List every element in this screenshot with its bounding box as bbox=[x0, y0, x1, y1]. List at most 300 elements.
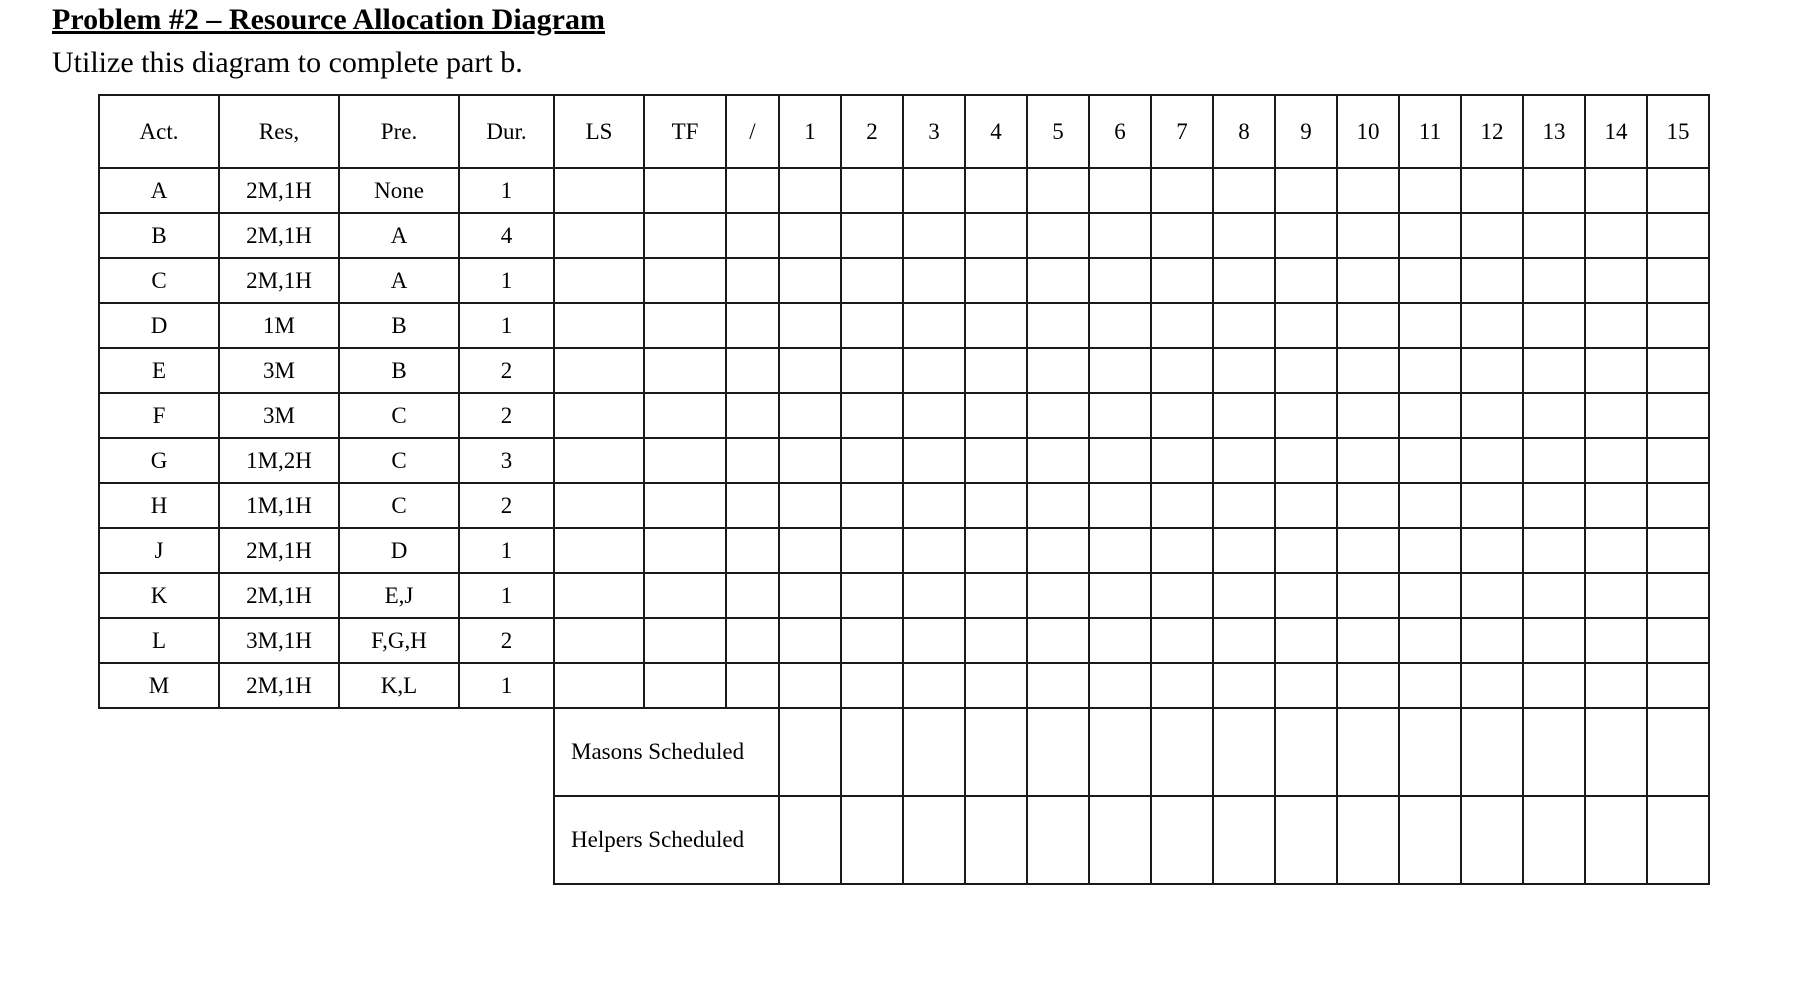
cell-slash[interactable] bbox=[726, 213, 779, 258]
day-cell-4[interactable] bbox=[965, 663, 1027, 708]
cell-pre: A bbox=[339, 213, 459, 258]
cell-ls[interactable] bbox=[554, 303, 644, 348]
table-row bbox=[99, 168, 1709, 213]
resource-row bbox=[99, 708, 1709, 796]
cell-pre: A bbox=[339, 258, 459, 303]
day-cell-10[interactable] bbox=[1337, 258, 1399, 303]
day-cell-11[interactable] bbox=[1399, 258, 1461, 303]
day-cell-8[interactable] bbox=[1213, 438, 1275, 483]
day-cell-1[interactable] bbox=[779, 168, 841, 213]
day-cell-13[interactable] bbox=[1523, 573, 1585, 618]
day-cell-7[interactable] bbox=[1151, 438, 1213, 483]
day-cell-8[interactable] bbox=[1213, 528, 1275, 573]
day-cell-11[interactable] bbox=[1399, 573, 1461, 618]
header-day-6: 6 bbox=[1089, 95, 1151, 168]
day-cell-4[interactable] bbox=[965, 438, 1027, 483]
day-cell-12[interactable] bbox=[1461, 303, 1523, 348]
day-cell-5[interactable] bbox=[1027, 528, 1089, 573]
day-cell-7[interactable] bbox=[1151, 573, 1213, 618]
resource-day-cell-6[interactable] bbox=[1089, 796, 1151, 884]
resource-day-cell-5[interactable] bbox=[1027, 796, 1089, 884]
day-cell-14[interactable] bbox=[1585, 348, 1647, 393]
cell-res: 1M bbox=[219, 303, 339, 348]
day-cell-2[interactable] bbox=[841, 573, 903, 618]
day-cell-13[interactable] bbox=[1523, 483, 1585, 528]
cell-res: 3M bbox=[219, 348, 339, 393]
resource-day-cell-12[interactable] bbox=[1461, 796, 1523, 884]
blank-area bbox=[99, 708, 554, 796]
cell-slash[interactable] bbox=[726, 528, 779, 573]
day-cell-9[interactable] bbox=[1275, 528, 1337, 573]
day-cell-9[interactable] bbox=[1275, 573, 1337, 618]
cell-tf[interactable] bbox=[644, 213, 726, 258]
table-row bbox=[99, 303, 1709, 348]
resource-day-cell-12[interactable] bbox=[1461, 708, 1523, 796]
cell-tf[interactable] bbox=[644, 573, 726, 618]
day-cell-1[interactable] bbox=[779, 438, 841, 483]
day-cell-12[interactable] bbox=[1461, 393, 1523, 438]
day-cell-6[interactable] bbox=[1089, 663, 1151, 708]
header-day-8: 8 bbox=[1213, 95, 1275, 168]
day-cell-14[interactable] bbox=[1585, 213, 1647, 258]
day-cell-8[interactable] bbox=[1213, 213, 1275, 258]
day-cell-7[interactable] bbox=[1151, 168, 1213, 213]
day-cell-7[interactable] bbox=[1151, 213, 1213, 258]
cell-ls[interactable] bbox=[554, 168, 644, 213]
cell-slash[interactable] bbox=[726, 438, 779, 483]
resource-day-cell-10[interactable] bbox=[1337, 796, 1399, 884]
day-cell-1[interactable] bbox=[779, 213, 841, 258]
day-cell-9[interactable] bbox=[1275, 663, 1337, 708]
day-cell-2[interactable] bbox=[841, 393, 903, 438]
day-cell-9[interactable] bbox=[1275, 618, 1337, 663]
day-cell-15[interactable] bbox=[1647, 483, 1709, 528]
resource-day-cell-4[interactable] bbox=[965, 708, 1027, 796]
cell-ls[interactable] bbox=[554, 573, 644, 618]
day-cell-8[interactable] bbox=[1213, 618, 1275, 663]
header-pre: Pre. bbox=[339, 95, 459, 168]
day-cell-13[interactable] bbox=[1523, 393, 1585, 438]
day-cell-15[interactable] bbox=[1647, 528, 1709, 573]
table-row bbox=[99, 213, 1709, 258]
cell-ls[interactable] bbox=[554, 663, 644, 708]
resource-day-cell-15[interactable] bbox=[1647, 796, 1709, 884]
day-cell-14[interactable] bbox=[1585, 393, 1647, 438]
day-cell-13[interactable] bbox=[1523, 528, 1585, 573]
day-cell-11[interactable] bbox=[1399, 393, 1461, 438]
cell-act: D bbox=[99, 303, 219, 348]
day-cell-13[interactable] bbox=[1523, 168, 1585, 213]
day-cell-7[interactable] bbox=[1151, 528, 1213, 573]
day-cell-10[interactable] bbox=[1337, 573, 1399, 618]
day-cell-7[interactable] bbox=[1151, 483, 1213, 528]
blank-area bbox=[99, 796, 554, 884]
day-cell-11[interactable] bbox=[1399, 663, 1461, 708]
day-cell-10[interactable] bbox=[1337, 663, 1399, 708]
day-cell-5[interactable] bbox=[1027, 303, 1089, 348]
day-cell-1[interactable] bbox=[779, 618, 841, 663]
cell-slash[interactable] bbox=[726, 618, 779, 663]
cell-tf[interactable] bbox=[644, 168, 726, 213]
cell-pre: D bbox=[339, 528, 459, 573]
day-cell-6[interactable] bbox=[1089, 528, 1151, 573]
day-cell-7[interactable] bbox=[1151, 348, 1213, 393]
day-cell-15[interactable] bbox=[1647, 618, 1709, 663]
day-cell-14[interactable] bbox=[1585, 573, 1647, 618]
day-cell-7[interactable] bbox=[1151, 393, 1213, 438]
day-cell-2[interactable] bbox=[841, 663, 903, 708]
day-cell-4[interactable] bbox=[965, 258, 1027, 303]
day-cell-11[interactable] bbox=[1399, 213, 1461, 258]
day-cell-8[interactable] bbox=[1213, 663, 1275, 708]
resource-row bbox=[99, 796, 1709, 884]
day-cell-11[interactable] bbox=[1399, 438, 1461, 483]
day-cell-3[interactable] bbox=[903, 303, 965, 348]
day-cell-3[interactable] bbox=[903, 438, 965, 483]
day-cell-10[interactable] bbox=[1337, 438, 1399, 483]
day-cell-9[interactable] bbox=[1275, 258, 1337, 303]
cell-res: 2M,1H bbox=[219, 258, 339, 303]
day-cell-3[interactable] bbox=[903, 258, 965, 303]
day-cell-13[interactable] bbox=[1523, 438, 1585, 483]
day-cell-3[interactable] bbox=[903, 168, 965, 213]
cell-ls[interactable] bbox=[554, 618, 644, 663]
day-cell-2[interactable] bbox=[841, 483, 903, 528]
day-cell-9[interactable] bbox=[1275, 348, 1337, 393]
cell-dur: 1 bbox=[459, 303, 554, 348]
header-ls: LS bbox=[554, 95, 644, 168]
cell-tf[interactable] bbox=[644, 303, 726, 348]
day-cell-5[interactable] bbox=[1027, 483, 1089, 528]
cell-res: 3M,1H bbox=[219, 618, 339, 663]
cell-pre: E,J bbox=[339, 573, 459, 618]
cell-dur: 2 bbox=[459, 348, 554, 393]
day-cell-12[interactable] bbox=[1461, 258, 1523, 303]
cell-tf[interactable] bbox=[644, 663, 726, 708]
cell-ls[interactable] bbox=[554, 483, 644, 528]
day-cell-10[interactable] bbox=[1337, 528, 1399, 573]
cell-slash[interactable] bbox=[726, 663, 779, 708]
table-row bbox=[99, 438, 1709, 483]
day-cell-6[interactable] bbox=[1089, 618, 1151, 663]
resource-day-cell-5[interactable] bbox=[1027, 708, 1089, 796]
day-cell-15[interactable] bbox=[1647, 663, 1709, 708]
day-cell-3[interactable] bbox=[903, 348, 965, 393]
resource-day-cell-8[interactable] bbox=[1213, 796, 1275, 884]
cell-act: C bbox=[99, 258, 219, 303]
day-cell-8[interactable] bbox=[1213, 393, 1275, 438]
cell-dur: 1 bbox=[459, 168, 554, 213]
resource-day-cell-11[interactable] bbox=[1399, 708, 1461, 796]
header-dur: Dur. bbox=[459, 95, 554, 168]
cell-act: B bbox=[99, 213, 219, 258]
day-cell-12[interactable] bbox=[1461, 573, 1523, 618]
day-cell-15[interactable] bbox=[1647, 168, 1709, 213]
cell-ls[interactable] bbox=[554, 528, 644, 573]
day-cell-8[interactable] bbox=[1213, 258, 1275, 303]
cell-res: 2M,1H bbox=[219, 213, 339, 258]
resource-day-cell-3[interactable] bbox=[903, 796, 965, 884]
day-cell-3[interactable] bbox=[903, 573, 965, 618]
table-row bbox=[99, 528, 1709, 573]
day-cell-4[interactable] bbox=[965, 303, 1027, 348]
resource-day-cell-8[interactable] bbox=[1213, 708, 1275, 796]
cell-act: G bbox=[99, 438, 219, 483]
day-cell-14[interactable] bbox=[1585, 438, 1647, 483]
resource-day-cell-15[interactable] bbox=[1647, 708, 1709, 796]
day-cell-3[interactable] bbox=[903, 483, 965, 528]
day-cell-6[interactable] bbox=[1089, 438, 1151, 483]
day-cell-13[interactable] bbox=[1523, 348, 1585, 393]
cell-tf[interactable] bbox=[644, 483, 726, 528]
resource-day-cell-9[interactable] bbox=[1275, 796, 1337, 884]
day-cell-10[interactable] bbox=[1337, 618, 1399, 663]
day-cell-4[interactable] bbox=[965, 618, 1027, 663]
day-cell-1[interactable] bbox=[779, 393, 841, 438]
day-cell-13[interactable] bbox=[1523, 213, 1585, 258]
day-cell-2[interactable] bbox=[841, 348, 903, 393]
day-cell-6[interactable] bbox=[1089, 348, 1151, 393]
day-cell-7[interactable] bbox=[1151, 303, 1213, 348]
cell-slash[interactable] bbox=[726, 168, 779, 213]
day-cell-2[interactable] bbox=[841, 258, 903, 303]
resource-day-cell-1[interactable] bbox=[779, 708, 841, 796]
day-cell-12[interactable] bbox=[1461, 483, 1523, 528]
resource-day-cell-2[interactable] bbox=[841, 708, 903, 796]
table-row bbox=[99, 258, 1709, 303]
day-cell-10[interactable] bbox=[1337, 213, 1399, 258]
header-day-1: 1 bbox=[779, 95, 841, 168]
cell-slash[interactable] bbox=[726, 303, 779, 348]
day-cell-3[interactable] bbox=[903, 618, 965, 663]
day-cell-15[interactable] bbox=[1647, 393, 1709, 438]
day-cell-2[interactable] bbox=[841, 528, 903, 573]
day-cell-10[interactable] bbox=[1337, 303, 1399, 348]
day-cell-14[interactable] bbox=[1585, 168, 1647, 213]
cell-tf[interactable] bbox=[644, 393, 726, 438]
page-subtitle: Utilize this diagram to complete part b. bbox=[52, 46, 523, 79]
header-row bbox=[99, 95, 1709, 168]
resource-day-cell-3[interactable] bbox=[903, 708, 965, 796]
resource-day-cell-9[interactable] bbox=[1275, 708, 1337, 796]
cell-slash[interactable] bbox=[726, 393, 779, 438]
day-cell-1[interactable] bbox=[779, 303, 841, 348]
header-day-15: 15 bbox=[1647, 95, 1709, 168]
day-cell-15[interactable] bbox=[1647, 438, 1709, 483]
cell-dur: 4 bbox=[459, 213, 554, 258]
day-cell-3[interactable] bbox=[903, 528, 965, 573]
day-cell-7[interactable] bbox=[1151, 618, 1213, 663]
header-day-10: 10 bbox=[1337, 95, 1399, 168]
day-cell-11[interactable] bbox=[1399, 348, 1461, 393]
cell-dur: 1 bbox=[459, 573, 554, 618]
cell-pre: C bbox=[339, 438, 459, 483]
cell-ls[interactable] bbox=[554, 393, 644, 438]
day-cell-4[interactable] bbox=[965, 573, 1027, 618]
day-cell-6[interactable] bbox=[1089, 213, 1151, 258]
day-cell-1[interactable] bbox=[779, 483, 841, 528]
day-cell-12[interactable] bbox=[1461, 168, 1523, 213]
day-cell-11[interactable] bbox=[1399, 168, 1461, 213]
resource-day-cell-7[interactable] bbox=[1151, 796, 1213, 884]
day-cell-13[interactable] bbox=[1523, 303, 1585, 348]
cell-dur: 2 bbox=[459, 618, 554, 663]
day-cell-14[interactable] bbox=[1585, 258, 1647, 303]
day-cell-5[interactable] bbox=[1027, 258, 1089, 303]
cell-pre: C bbox=[339, 393, 459, 438]
day-cell-6[interactable] bbox=[1089, 258, 1151, 303]
day-cell-1[interactable] bbox=[779, 528, 841, 573]
day-cell-9[interactable] bbox=[1275, 438, 1337, 483]
cell-tf[interactable] bbox=[644, 348, 726, 393]
day-cell-5[interactable] bbox=[1027, 393, 1089, 438]
cell-tf[interactable] bbox=[644, 438, 726, 483]
cell-tf[interactable] bbox=[644, 258, 726, 303]
day-cell-9[interactable] bbox=[1275, 393, 1337, 438]
day-cell-5[interactable] bbox=[1027, 618, 1089, 663]
day-cell-3[interactable] bbox=[903, 213, 965, 258]
day-cell-6[interactable] bbox=[1089, 303, 1151, 348]
day-cell-8[interactable] bbox=[1213, 168, 1275, 213]
cell-slash[interactable] bbox=[726, 348, 779, 393]
header-day-11: 11 bbox=[1399, 95, 1461, 168]
resource-day-cell-1[interactable] bbox=[779, 796, 841, 884]
header-day-2: 2 bbox=[841, 95, 903, 168]
day-cell-5[interactable] bbox=[1027, 438, 1089, 483]
day-cell-10[interactable] bbox=[1337, 348, 1399, 393]
resource-day-cell-14[interactable] bbox=[1585, 796, 1647, 884]
resource-day-cell-11[interactable] bbox=[1399, 796, 1461, 884]
day-cell-2[interactable] bbox=[841, 618, 903, 663]
cell-ls[interactable] bbox=[554, 438, 644, 483]
page-title: Problem #2 – Resource Allocation Diagram bbox=[52, 3, 605, 36]
day-cell-12[interactable] bbox=[1461, 618, 1523, 663]
day-cell-10[interactable] bbox=[1337, 168, 1399, 213]
table-row bbox=[99, 348, 1709, 393]
day-cell-15[interactable] bbox=[1647, 573, 1709, 618]
day-cell-1[interactable] bbox=[779, 258, 841, 303]
day-cell-14[interactable] bbox=[1585, 483, 1647, 528]
cell-slash[interactable] bbox=[726, 258, 779, 303]
day-cell-2[interactable] bbox=[841, 438, 903, 483]
day-cell-11[interactable] bbox=[1399, 483, 1461, 528]
day-cell-4[interactable] bbox=[965, 168, 1027, 213]
resource-day-cell-2[interactable] bbox=[841, 796, 903, 884]
header-day-7: 7 bbox=[1151, 95, 1213, 168]
cell-ls[interactable] bbox=[554, 258, 644, 303]
day-cell-5[interactable] bbox=[1027, 213, 1089, 258]
day-cell-12[interactable] bbox=[1461, 663, 1523, 708]
header-day-3: 3 bbox=[903, 95, 965, 168]
day-cell-8[interactable] bbox=[1213, 483, 1275, 528]
day-cell-3[interactable] bbox=[903, 393, 965, 438]
resource-day-cell-14[interactable] bbox=[1585, 708, 1647, 796]
day-cell-1[interactable] bbox=[779, 663, 841, 708]
cell-slash[interactable] bbox=[726, 573, 779, 618]
day-cell-9[interactable] bbox=[1275, 213, 1337, 258]
resource-day-cell-10[interactable] bbox=[1337, 708, 1399, 796]
resource-day-cell-13[interactable] bbox=[1523, 796, 1585, 884]
resource-day-cell-13[interactable] bbox=[1523, 708, 1585, 796]
cell-act: J bbox=[99, 528, 219, 573]
day-cell-6[interactable] bbox=[1089, 393, 1151, 438]
day-cell-4[interactable] bbox=[965, 213, 1027, 258]
day-cell-13[interactable] bbox=[1523, 258, 1585, 303]
resource-day-cell-4[interactable] bbox=[965, 796, 1027, 884]
cell-dur: 1 bbox=[459, 258, 554, 303]
day-cell-14[interactable] bbox=[1585, 663, 1647, 708]
day-cell-4[interactable] bbox=[965, 528, 1027, 573]
day-cell-2[interactable] bbox=[841, 168, 903, 213]
header-res: Res, bbox=[219, 95, 339, 168]
cell-ls[interactable] bbox=[554, 348, 644, 393]
day-cell-8[interactable] bbox=[1213, 573, 1275, 618]
header-day-12: 12 bbox=[1461, 95, 1523, 168]
day-cell-8[interactable] bbox=[1213, 348, 1275, 393]
resource-day-cell-6[interactable] bbox=[1089, 708, 1151, 796]
day-cell-2[interactable] bbox=[841, 303, 903, 348]
day-cell-8[interactable] bbox=[1213, 303, 1275, 348]
cell-slash[interactable] bbox=[726, 483, 779, 528]
day-cell-15[interactable] bbox=[1647, 303, 1709, 348]
day-cell-4[interactable] bbox=[965, 483, 1027, 528]
day-cell-14[interactable] bbox=[1585, 618, 1647, 663]
day-cell-5[interactable] bbox=[1027, 348, 1089, 393]
day-cell-4[interactable] bbox=[965, 348, 1027, 393]
cell-tf[interactable] bbox=[644, 528, 726, 573]
day-cell-14[interactable] bbox=[1585, 528, 1647, 573]
day-cell-12[interactable] bbox=[1461, 528, 1523, 573]
cell-ls[interactable] bbox=[554, 213, 644, 258]
day-cell-5[interactable] bbox=[1027, 663, 1089, 708]
cell-tf[interactable] bbox=[644, 618, 726, 663]
day-cell-13[interactable] bbox=[1523, 663, 1585, 708]
day-cell-6[interactable] bbox=[1089, 168, 1151, 213]
cell-pre: F,G,H bbox=[339, 618, 459, 663]
day-cell-7[interactable] bbox=[1151, 258, 1213, 303]
day-cell-15[interactable] bbox=[1647, 213, 1709, 258]
day-cell-6[interactable] bbox=[1089, 483, 1151, 528]
day-cell-4[interactable] bbox=[965, 393, 1027, 438]
day-cell-1[interactable] bbox=[779, 348, 841, 393]
day-cell-13[interactable] bbox=[1523, 618, 1585, 663]
day-cell-9[interactable] bbox=[1275, 303, 1337, 348]
day-cell-11[interactable] bbox=[1399, 528, 1461, 573]
day-cell-11[interactable] bbox=[1399, 618, 1461, 663]
day-cell-11[interactable] bbox=[1399, 303, 1461, 348]
day-cell-12[interactable] bbox=[1461, 213, 1523, 258]
day-cell-2[interactable] bbox=[841, 213, 903, 258]
day-cell-5[interactable] bbox=[1027, 573, 1089, 618]
resource-day-cell-7[interactable] bbox=[1151, 708, 1213, 796]
day-cell-9[interactable] bbox=[1275, 168, 1337, 213]
day-cell-15[interactable] bbox=[1647, 258, 1709, 303]
day-cell-9[interactable] bbox=[1275, 483, 1337, 528]
day-cell-3[interactable] bbox=[903, 663, 965, 708]
day-cell-6[interactable] bbox=[1089, 573, 1151, 618]
day-cell-14[interactable] bbox=[1585, 303, 1647, 348]
table-row bbox=[99, 573, 1709, 618]
day-cell-5[interactable] bbox=[1027, 168, 1089, 213]
day-cell-12[interactable] bbox=[1461, 438, 1523, 483]
day-cell-1[interactable] bbox=[779, 573, 841, 618]
day-cell-7[interactable] bbox=[1151, 663, 1213, 708]
day-cell-10[interactable] bbox=[1337, 393, 1399, 438]
day-cell-12[interactable] bbox=[1461, 348, 1523, 393]
day-cell-15[interactable] bbox=[1647, 348, 1709, 393]
day-cell-10[interactable] bbox=[1337, 483, 1399, 528]
table-row bbox=[99, 483, 1709, 528]
